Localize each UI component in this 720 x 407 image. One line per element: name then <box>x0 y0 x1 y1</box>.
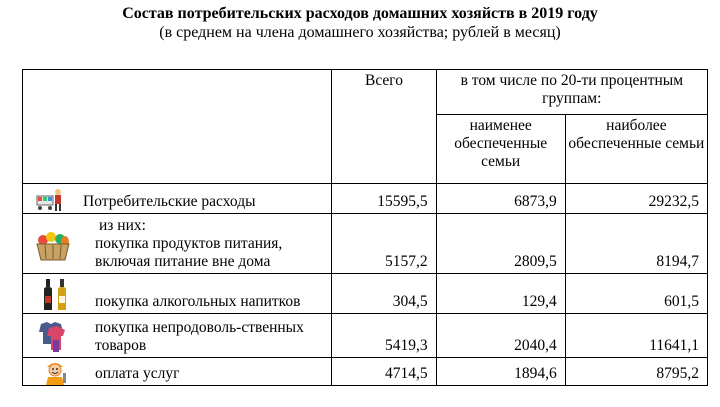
row-label: покупка непродоволь-ственных товаров <box>95 319 304 354</box>
clothes-icon <box>37 320 71 359</box>
row-total: 304,5 <box>332 274 436 314</box>
header-group: в том числе по 20-ти процентным группам: <box>436 70 707 115</box>
row-low: 2809,5 <box>436 214 565 274</box>
row-high: 8194,7 <box>565 214 707 274</box>
wine-bottles-icon <box>41 279 71 316</box>
row-label: покупка продуктов питания, включая питание вне дома <box>95 235 283 270</box>
row-total: 5157,2 <box>332 214 436 274</box>
header-low: наименее обеспеченные семьи <box>436 115 565 184</box>
table-row <box>23 314 708 358</box>
row-low: 6873,9 <box>436 184 565 214</box>
table-row <box>23 214 708 274</box>
row-label-cell <box>23 314 332 358</box>
row-label-cell <box>23 274 332 314</box>
row-low: 2040,4 <box>436 314 565 358</box>
document-subtitle: (в среднем на члена домашнего хозяйства; рублей в месяц) <box>159 24 561 41</box>
header-total: Всего <box>332 70 436 184</box>
row-high: 8795,2 <box>565 358 707 386</box>
row-label: Потребительские расходы <box>83 193 256 210</box>
row-total: 4714,5 <box>332 358 436 386</box>
row-label-cell <box>23 214 332 274</box>
table-row <box>23 358 708 386</box>
row-label: оплата услуг <box>95 365 180 382</box>
header-empty-cell <box>23 70 332 184</box>
row-high: 601,5 <box>565 274 707 314</box>
grocery-basket-icon <box>35 230 71 267</box>
row-label-cell <box>23 358 332 386</box>
row-low: 129,4 <box>436 274 565 314</box>
row-label: покупка алкогольных напитков <box>95 293 301 310</box>
table-row <box>23 274 708 314</box>
row-low: 1894,6 <box>436 358 565 386</box>
header-high: наиболее обеспеченные семьи <box>565 115 707 184</box>
document-title: Состав потребительских расходов домашних хозяйств в 2019 году <box>122 5 598 22</box>
service-worker-icon <box>41 359 69 390</box>
row-total: 15595,5 <box>332 184 436 214</box>
row-total: 5419,3 <box>332 314 436 358</box>
row-label-cell <box>23 184 332 214</box>
row-high: 11641,1 <box>565 314 707 358</box>
row-high: 29232,5 <box>565 184 707 214</box>
expenses-table <box>22 69 708 386</box>
row-label-pre: из них: <box>99 217 146 234</box>
table-row <box>23 184 708 214</box>
